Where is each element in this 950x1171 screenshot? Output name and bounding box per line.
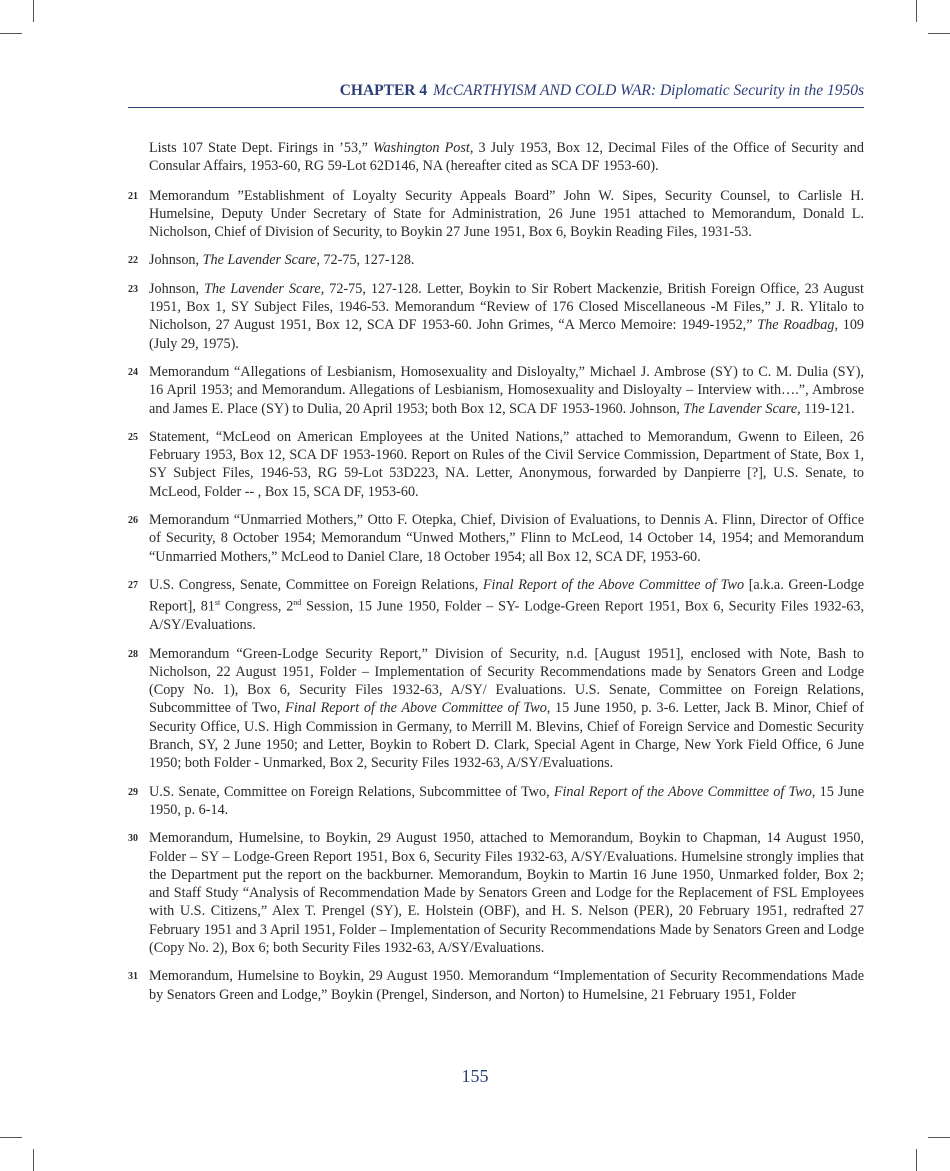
endnote-27: 27 U.S. Congress, Senate, Committee on Foreign Relations, Final Report of the Above Committee of Two [a.k.a. Green-Lodge Report], 81st Congress, 2nd Session, 15 June 1950, Folder – SY- Lodge-Green Report 1951, Box 6, Security Files 1932-63, A/SY/Evaluations. (128, 576, 864, 634)
endnote-26: 26 Memorandum “Unmarried Mothers,” Otto F. Otepka, Chief, Division of Evaluations, to Dennis A. Flinn, Director of Office of Security, 8 October 1954; Memorandum “Unwed Mothers,” Flinn to McLeod, 14 October 14, 1954; and Memorandum “Unmarried Mothers,” McLeod to Daniel Clare, 18 October 1954; all Box 12, SCA DF, 1953-60. (128, 512, 864, 565)
endnote-continuation: Lists 107 State Dept. Firings in ’53,” Washington Post, 3 July 1953, Box 12, Decimal Files of the Office of Security and Consular Affairs, 1953-60, RG 59-Lot 62D146, NA (hereafter cited as SCA DF 1953-60). (149, 140, 864, 175)
endnote-number: 27 (128, 579, 138, 591)
page-number: 155 (461, 1066, 489, 1086)
endnote-number: 22 (128, 255, 138, 267)
crop-mark (33, 1149, 34, 1171)
endnote-number: 28 (128, 648, 138, 660)
endnote-29: 29 U.S. Senate, Committee on Foreign Relations, Subcommittee of Two, Final Report of the Above Committee of Two, 15 June 1950, p. 6-14. (128, 783, 864, 818)
endnote-21: 21 Memorandum ”Establishment of Loyalty Security Appeals Board” John W. Sipes, Security Counsel, to Carlisle H. Humelsine, Deputy Under Secretary of State for Administration, 26 June 1951 attached to Memorandum, Donald L. Nicholson, Chief of Division of Security, to Boykin 27 June 1951, Box 6, Boykin Reading Files, 1931-53. (128, 187, 864, 241)
endnote-number: 23 (128, 283, 138, 295)
endnote-31: 31 Memorandum, Humelsine to Boykin, 29 August 1950. Memorandum “Implementation of Security Recommendations Made by Senators Green and Lodge,” Boykin (Prengel, Sinderson, and Norton) to Humelsine, 21 February 1951, Folder (128, 968, 864, 1003)
endnote-24: 24 Memorandum “Allegations of Lesbianism, Homosexuality and Disloyalty,” Michael J. Ambrose (SY) to C. M. Dulia (SY), 16 April 1953; and Memorandum. Allegations of Lesbianism, Homosexuality and Disloyalty – Interview with….”, Ambrose and James E. Place (SY) to Dulia, 20 April 1953; both Box 12, SCA DF 1953-1960. Johnson, The Lavender Scare, 119-121. (128, 363, 864, 417)
endnote-number: 29 (128, 786, 138, 798)
endnote-25: 25 Statement, “McLeod on American Employees at the United Nations,” attached to Memorandum, Gwenn to Eileen, 26 February 1953, Box 12, SCA DF 1953-1960. Report on Rules of the Civil Service Commission, Department of State, Box 1, SY Subject Files, 1946-53, RG 59-Lot 53D223, NA. Letter, Anonymous, forwarded by Danpierre [?], U.S. Senate, to McLeod, Folder -- , Box 15, SCA DF, 1953-60. (128, 428, 864, 500)
endnote-23: 23 Johnson, The Lavender Scare, 72-75, 127-128. Letter, Boykin to Sir Robert Mackenzie, British Foreign Office, 23 August 1951, Box 1, SY Subject Files, 1946-53. Memorandum “Review of 176 Closed Miscellaneous -M Files,” J. R. Ylitalo to Nicholson, 27 August 1951, Box 12, SCA DF 1953-60. John Grimes, “A Merco Memoire: 1949-1952,” The Roadbag, 109 (July 29, 1975). (128, 280, 865, 352)
crop-mark (916, 0, 917, 22)
endnote-number: 30 (128, 833, 138, 845)
crop-mark (0, 1137, 22, 1138)
chapter-label: CHAPTER 4 (339, 82, 428, 99)
endnote-30: 30 Memorandum, Humelsine, to Boykin, 29 August 1950, attached to Memorandum, Boykin to Chapman, 14 August 1950, Folder – SY – Lodge-Green Report 1951, Box 6, Security Files 1932-63, A/SY/Evaluations. Humelsine strongly implies that the Department put the report on the backburner. Memorandum, Boykin to Martin 16 June 1950, Unmarked folder, Box 2; and Staff Study “Analysis of Recommendation Made by Senators Green and Lodge for the Replacement of FSL Employees with U.S. Citizens,” Alex T. Prengel (SY), E. Holstein (OBF), and H. S. Nelson (PER), 20 February 1951, redrafted 27 February 1951 and 3 April 1951, Folder – Implementation of Security Recommendations Made by Senators Green and Lodge (Copy No. 2), Box 6; both Security Files 1932-63, A/SY/Evaluations. (128, 830, 864, 957)
endnote-number: 21 (128, 190, 138, 202)
crop-mark (916, 1149, 917, 1171)
crop-mark (33, 0, 34, 22)
endnote-22: 22 Johnson, The Lavender Scare, 72-75, 127-128. (128, 251, 864, 269)
endnote-number: 24 (128, 366, 138, 378)
header-rule (128, 107, 864, 108)
crop-mark (0, 33, 22, 34)
endnote-number: 31 (128, 971, 138, 983)
endnote-28: 28 Memorandum “Green-Lodge Security Report,” Division of Security, n.d. [August 1951], enclosed with Note, Bash to Nicholson, 22 August 1951, Folder – Implementation of Security Recommendations made by Senators Green and Lodge (Copy No. 1), Box 6, Security Files 1932-63, A/SY/ Evaluations. U.S. Senate, Committee on Foreign Relations, Subcommittee of Two, Final Report of the Above Committee of Two, 15 June 1950, p. 3-6. Letter, Jack B. Minor, Chief of Security Office, U.S. High Commission in Germany, to Merrill M. Blevins, Chief of Foreign Service and Domestic Security Branch, SY, 2 June 1950; and Letter, Boykin to Robert D. Clark, Special Agent in Charge, New York Field Office, 6 June 1950; both Folder - Unmarked, Box 2, Security Files 1932-63, A/SY/Evaluations. (128, 645, 864, 772)
crop-mark (928, 1137, 950, 1138)
endnote-number: 26 (128, 515, 138, 527)
endnotes (128, 139, 864, 1014)
running-header (128, 82, 864, 100)
chapter-title: McCARTHYISM AND COLD WAR: Diplomatic Security in the 1950s (433, 82, 864, 99)
crop-mark (928, 33, 950, 34)
endnote-number: 25 (128, 431, 138, 443)
